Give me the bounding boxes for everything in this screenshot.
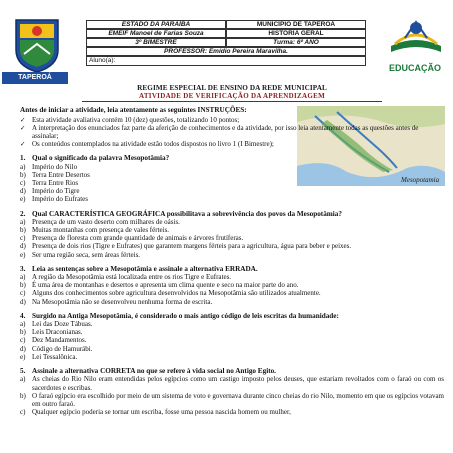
answer-option[interactable]: a) Lei das Doze Tábuas. (20, 320, 93, 329)
answer-option[interactable]: b) Leis Draconianas. (20, 328, 83, 337)
answer-option[interactable]: b) Muitas montanhas com presença de vales férteis. (20, 226, 170, 235)
answer-option[interactable]: c) Alguns dos conhecimentos sobre agricultura desenvolvidos na Mesopotâmia são utilizados atualmente. (20, 289, 321, 298)
answer-option[interactable]: e) Império do Eufrates (20, 195, 88, 204)
answer-option[interactable]: d) Presença de dois rios (Tigre e Eufrates) que garantem margens férteis para a agricultura, água para beber e peixes. (20, 242, 352, 251)
header-table (86, 20, 366, 56)
answer-option[interactable]: d) Na Mesopotâmia não se desenvolveu nenhuma forma de escrita. (20, 297, 213, 306)
question-number: 5. (20, 367, 26, 376)
check-icon: ✓ (20, 115, 26, 124)
question-text: Surgido na Antiga Mesopotâmia, é considerado o mais antigo código de leis escritas da humanidade: (32, 311, 339, 320)
answer-option[interactable]: b) É uma área de montanhas e desertos e apresenta um clima quente e seco na maior parte do ano. (20, 281, 299, 290)
class-cell: Turma: 6º ANO (226, 38, 366, 47)
check-icon: ✓ (20, 140, 26, 149)
answer-option[interactable]: c) Terra Entre Rios (20, 179, 79, 188)
student-name-field[interactable] (86, 56, 366, 66)
term-cell: 3º BIMESTRE (86, 38, 226, 47)
answer-option[interactable]: d) Império do Tigre (20, 187, 80, 196)
regime-title: REGIME ESPECIAL DE ENSINO DA REDE MUNICIPAL (137, 84, 327, 92)
teacher-cell: PROFESSOR: Emídio Pereira Maravilha. (86, 47, 366, 56)
answer-option[interactable]: a) As cheias do Rio Nilo eram entendidas pelos egípcios como um castigo imposto pelos deuses, que estariam revoltados com o faraó ou com os sacerdotes e escribas. (20, 375, 444, 392)
answer-option[interactable]: a) Império do Nilo (20, 162, 78, 171)
question-text: Leia as sentenças sobre a Mesopotâmia e assinale a alternativa ERRADA. (32, 264, 258, 273)
answer-option[interactable]: c) Qualquer egípcio poderia se tornar um escriba, fosse uma pessoa nascida homem ou mulher, (20, 408, 291, 417)
question-text: Qual CARACTERÍSTICA GEOGRÁFICA possibilitava a sobrevivência dos povos da Mesopotâmia? (32, 209, 342, 218)
answer-option[interactable]: c) Presença de floresta com grande quantidade de animais e árvores frutíferas. (20, 234, 244, 243)
question-3 (20, 265, 444, 306)
student-label: Aluno(a): (89, 57, 116, 64)
instructions-heading: Antes de iniciar a atividade, leia atentamente as seguintes INSTRUÇÕES: (20, 106, 247, 115)
school-cell: EMEIF Manoel de Farias Souza (86, 29, 226, 38)
worksheet (20, 84, 444, 416)
subject-cell: HISTORIA GERAL (226, 29, 366, 38)
instruction-item: ✓ Esta atividade avaliativa contém 10 (dez) questões, totalizando 10 pontos; (20, 115, 240, 124)
answer-option[interactable]: a) A região da Mesopotâmia está localizada entre os rios Tigre e Eufrates. (20, 273, 232, 282)
taperoa-brand-label: TAPEROÁ (2, 72, 68, 84)
check-icon: ✓ (20, 123, 26, 132)
map-label: Mesopotamia (401, 176, 440, 184)
answer-option[interactable]: d) Código de Hamurábi. (20, 344, 93, 353)
question-number: 1. (20, 154, 26, 163)
question-5 (20, 367, 444, 416)
activity-title: ATIVIDADE DE VERIFICAÇÃO DA APRENDIZAGEM (82, 92, 382, 102)
answer-option[interactable]: b) Terra Entre Desertos (20, 170, 90, 179)
taperoa-crest-logo (8, 16, 66, 74)
question-number: 4. (20, 311, 26, 320)
educacao-label: EDUCAÇÃO (388, 63, 441, 73)
answer-option[interactable]: b) O faraó egípcio era escolhido por meio de um sistema de voto e governava durante cinco cheias do rio Nilo, momento em que os egípcios votavam em outro faraó. (20, 391, 444, 408)
answer-option[interactable]: e) Ser uma região seca, sem áreas férteis. (20, 250, 141, 259)
question-1 (20, 154, 444, 203)
question-text: Assinale a alternativa CORRETA no que se refere à vida social no Antigo Egito. (32, 367, 276, 376)
question-number: 3. (20, 264, 26, 273)
educacao-logo (385, 16, 447, 62)
instruction-item: ✓ Os conteúdos contemplados na atividade estão todos dispostos no livro 1 (I Bimestre); (20, 140, 274, 149)
question-text: Qual o significado da palavra Mesopotâmia? (32, 154, 170, 163)
question-2 (20, 210, 444, 259)
answer-option[interactable]: c) Dez Mandamentos. (20, 336, 87, 345)
municipality-cell: MUNICÍPIO DE TAPEROÁ (226, 20, 366, 29)
question-number: 2. (20, 209, 26, 218)
state-cell: ESTADO DA PARAÍBA (86, 20, 226, 29)
answer-option[interactable]: e) Lei Tessalônica. (20, 352, 78, 361)
question-4 (20, 312, 444, 361)
answer-option[interactable]: a) Presença de um vasto deserto com milhares de oásis. (20, 217, 180, 226)
instruction-item: ✓ A interpretação dos enunciados faz parte da aferição de conhecimentos e da atividade, por isso leia atentamente todas as questões antes de assinalar; (20, 123, 419, 141)
